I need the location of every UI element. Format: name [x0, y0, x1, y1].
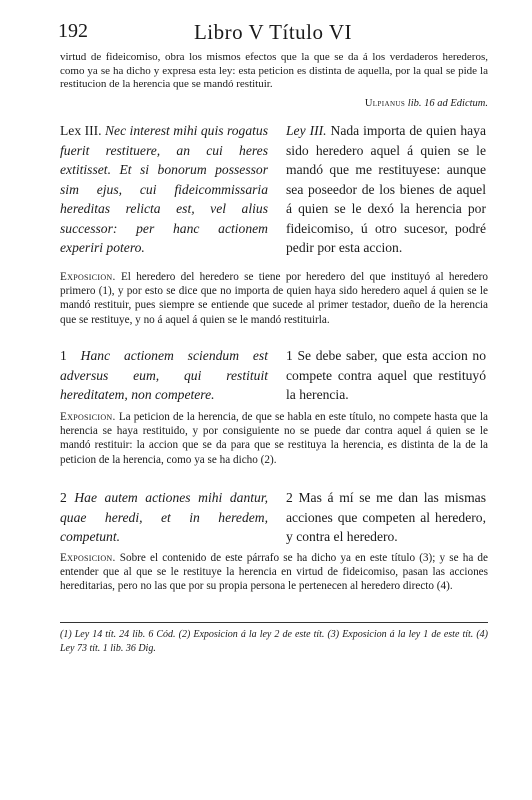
exposicion-label: Exposicion. [60, 411, 116, 423]
attribution [60, 98, 488, 109]
section-1-latin-text: Hanc actionem sciendum est adversus eum, qui restituit hereditatem, non competere. [60, 348, 268, 402]
section-2-number-es: 2 [286, 490, 293, 505]
attribution-author: Ulpianus [364, 98, 406, 109]
exposicion-paragraph [60, 270, 488, 327]
exposicion-label: Exposicion. [60, 552, 116, 564]
lex-spanish-lead: Ley III. [286, 123, 327, 138]
section-2-latin-text: Hae autem actiones mihi dantur, quae heredi, et in heredem, competunt. [60, 490, 268, 544]
section-1-number: 1 [60, 348, 67, 363]
intro-paragraph: virtud de fideicomiso, obra los mismos efectos que la que se da á los verdaderos herederos, como ya se ha dicho y expresa esta ley: esta peticion es distinta de aquella, por la qual se pide la restitucion de la herencia que se mandó restituir. [60, 51, 488, 90]
exposicion-label: Exposicion. [60, 271, 116, 283]
section-1-latin-column [60, 346, 268, 405]
page-number: 192 [58, 20, 88, 42]
exposicion-paragraph [60, 551, 488, 594]
lex-spanish-text: Nada importa de quien haya sido heredero aquel á quien se le mandó que me restituyese: aunque sea poseedor de los bienes de aquel á quien se le dexó la herencia por fideicomiso, ú otro sucesor, podré pedir por esta accion. [286, 123, 486, 255]
exposicion-text: Sobre el contenido de este párrafo se ha dicho ya en este título (3); y se ha de entender que al que se le restituye la herencia en virtud de fideicomiso, pasan las acciones hereditarias, pero no las que por su propia persona le pertenecen al heredero directo (4). [60, 552, 488, 593]
section-1-spanish-column [286, 346, 486, 405]
section-2-number: 2 [60, 490, 67, 505]
lex-spanish-column [286, 121, 486, 258]
exposicion-paragraph [60, 410, 488, 467]
section-2-spanish-column [286, 488, 486, 547]
exposicion-text: El heredero del heredero se tiene por heredero del que instituyó al heredero primero (1), y por esto se dice que no importa de quien haya sido heredero aquel á quien se le mandó restituir, pues siempre se entiende que sucede al primer testador, dueño de la herencia que se restituye, y no á aquel á quien se le mandó restituirla. [60, 271, 489, 326]
exposicion-text: La peticion de la herencia, de que se habla en este título, no compete hasta que la herencia se haya restituido, y por consiguiente no se puede dar contra aquel á quien se le mandó restituir: la accion que se da para que se restituya la herencia, es distinta de la de la peticion de la herencia, como ya se ha dicho (2). [60, 411, 489, 466]
page-header [58, 20, 488, 46]
footnotes-text: (1) Ley 14 tít. 24 lib. 6 Cód. (2) Exposicion á la ley 2 de este tít. (3) Exposicion á la ley 1 de este tít. (4) Ley 73 tít. 1 lib. 36 Dig. [60, 629, 488, 654]
footnotes [60, 628, 488, 655]
lex-latin-column [60, 121, 268, 258]
section-2-latin-column [60, 488, 268, 547]
section-2-spanish-text: Mas á mí se me dan las mismas acciones que competen al heredero, y contra el heredero. [286, 490, 486, 544]
footnote-rule [60, 622, 488, 623]
lex-latin-lead: Lex III. [60, 123, 102, 138]
attribution-source: lib. 16 ad Edictum. [407, 98, 488, 109]
section-1-number-es: 1 [286, 348, 293, 363]
running-head: Libro V Título VI [193, 20, 353, 44]
section-1-spanish-text: Se debe saber, que esta accion no compete contra aquel que restituyó la herencia. [286, 348, 486, 402]
lex-latin-text: Nec interest mihi quis rogatus fuerit restituere, an cui heres extitisset. Et si bonorum possessor sim ejus, cui fideicommissaria hereditas relicta est, vel alius successor: per hanc actionem experiri potero. [60, 123, 268, 255]
